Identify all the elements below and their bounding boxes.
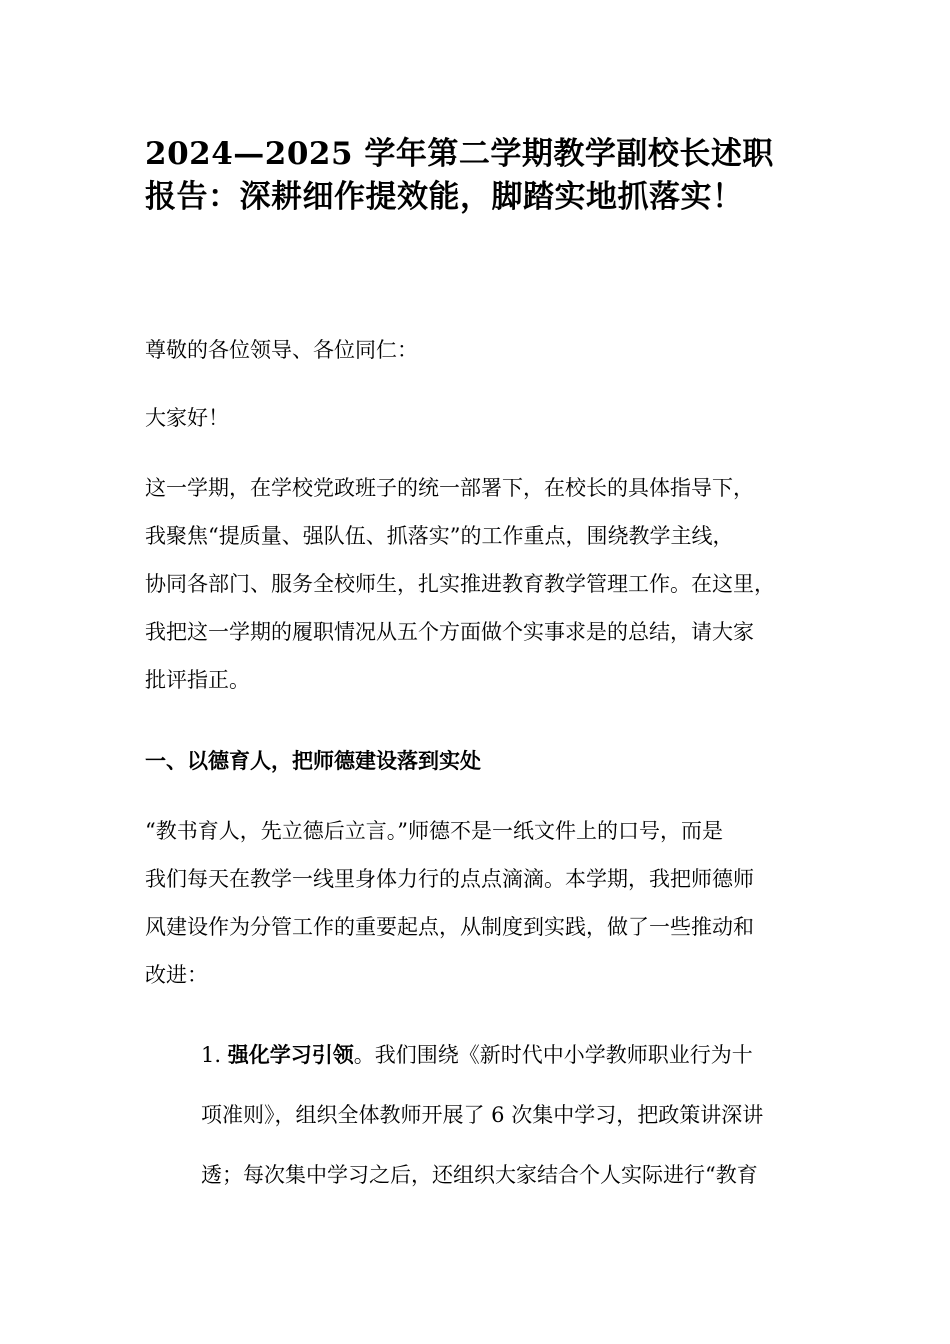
list-item — [201, 1025, 831, 1205]
intro-line: 批评指正。 — [145, 668, 250, 692]
list-item-number: 1. — [201, 1043, 222, 1067]
greeting: 大家好！ — [145, 406, 229, 430]
list-item-lead: 强化学习引领 — [227, 1042, 354, 1067]
intro-paragraph — [145, 464, 835, 704]
intro-line: 这一学期，在学校党政班子的统一部署下，在校长的具体指导下， — [145, 476, 754, 500]
section-heading: 一、以德育人，把师德建设落到实处 — [145, 748, 481, 773]
intro-line: 协同各部门、服务全校师生，扎实推进教育教学管理工作。在这里， — [145, 572, 775, 596]
document-title — [145, 133, 825, 219]
list-item-line: 项准则》，组织全体教师开展了 6 次集中学习，把政策讲深讲 — [201, 1103, 764, 1127]
section-body-line: 我们每天在教学一线里身体力行的点点滴滴。本学期，我把师德师 — [145, 867, 754, 891]
section-body-line: 风建设作为分管工作的重要起点，从制度到实践，做了一些推动和 — [145, 915, 754, 939]
intro-line: 我把这一学期的履职情况从五个方面做个实事求是的总结，请大家 — [145, 620, 754, 644]
title-line-1: 2024—2025 学年第二学期教学副校长述职 — [145, 136, 774, 172]
section-body-line: “教书育人，先立德后立言。”师德不是一纸文件上的口号，而是 — [145, 819, 723, 843]
section-body — [145, 807, 835, 999]
list-item-first-line — [201, 1025, 831, 1085]
title-line-2: 报告：深耕细作提效能，脚踏实地抓落实！ — [145, 179, 744, 215]
list-item-line: 透；每次集中学习之后，还组织大家结合个人实际进行“教育 — [201, 1163, 758, 1187]
salutation: 尊敬的各位领导、各位同仁： — [145, 338, 418, 362]
list-item-text: 。我们围绕《新时代中小学教师职业行为十 — [353, 1043, 753, 1067]
intro-line: 我聚焦“提质量、强队伍、抓落实”的工作重点，围绕教学主线， — [145, 524, 734, 548]
section-body-line: 改进： — [145, 963, 208, 987]
